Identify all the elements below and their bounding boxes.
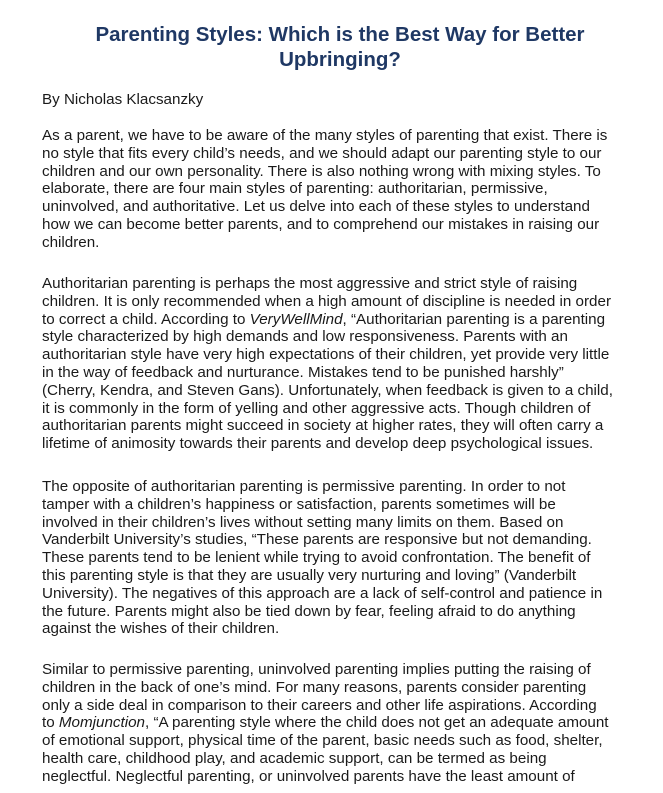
text-line — [42, 311, 613, 329]
text-line: Similar to permissive parenting, uninvolved parenting implies putting the raising of — [42, 661, 591, 678]
text-line: it is commonly in the form of yelling and other aggressive acts. Though children of — [42, 399, 591, 417]
text-line: children and our own personality. There is also nothing wrong with mixing styles. To — [42, 162, 601, 180]
text-line: children. It is only recommended when a high amount of discipline is needed in order — [42, 292, 612, 310]
author-byline: By Nicholas Klacsanzky — [42, 91, 204, 108]
text-segment: , “A parenting style where the child does not get an adequate amount — [145, 714, 609, 732]
text-line: lifetime of animosity towards their parents and develop deep psychological issues. — [42, 435, 594, 453]
text-line: elaborate, there are four main styles of parenting: authoritarian, permissive, — [42, 180, 548, 198]
text-line — [42, 714, 609, 732]
text-segment: to correct a child. According to — [42, 310, 250, 328]
text-line: children in the back of one’s mind. For many reasons, parents consider parenting — [42, 678, 587, 696]
text-line: Vanderbilt University’s studies, “These parents are responsive but not demanding. — [42, 531, 592, 549]
text-line: in the way of feedback and nurturance. Mistakes tend to be punished harshly” — [42, 363, 564, 381]
paragraph-permissive — [42, 478, 602, 638]
text-line: The opposite of authoritarian parenting is permissive parenting. In order to not — [42, 478, 566, 495]
text-line: how we can become better parents, and to comprehend our mistakes in raising our — [42, 215, 600, 233]
paragraph-intro — [42, 127, 607, 252]
text-line: University). The negatives of this approach are a lack of self-control and patience in — [42, 584, 603, 602]
text-line: These parents tend to be lenient while trying to avoid confrontation. The benefit of — [42, 549, 591, 567]
text-line: style characterized by high demands and low responsiveness. Parents with an — [42, 328, 568, 346]
text-line: authoritarian parents might succeed in society at higher rates, they will often carry a — [42, 417, 604, 435]
text-line: only a side deal in comparison to their careers and other life aspirations. According — [42, 696, 597, 714]
text-line: tamper with a children’s happiness or satisfaction, parents sometimes will be — [42, 495, 556, 513]
text-line: no style that fits every child’s needs, and we should adapt our parenting style to our — [42, 144, 602, 162]
text-segment: , “Authoritarian parenting is a parenting — [342, 310, 606, 328]
document-title — [40, 22, 640, 72]
text-line: the future. Parents might also be tied down by fear, feeling afraid to do anything — [42, 602, 576, 620]
text-line: authoritarian style have very high expectations of their children, yet provide very little — [42, 346, 610, 364]
text-line: against the wishes of their children. — [42, 620, 280, 638]
text-line: health care, childhood play, and academic support, can be termed as being — [42, 749, 547, 767]
paragraph-authoritarian — [42, 275, 613, 453]
text-segment: to — [42, 714, 59, 732]
source-name-verywellmind: VeryWellMind — [249, 310, 343, 328]
source-name-momjunction: Momjunction — [58, 714, 145, 732]
text-line: uninvolved, and authoritative. Let us delve into each of these styles to understand — [42, 198, 590, 216]
text-line: (Cherry, Kendra, and Steven Gans). Unfortunately, when feedback is given to a child, — [42, 381, 613, 399]
text-line: involved in their children’s lives without setting many limits on them. Based on — [42, 513, 564, 531]
text-line: children. — [42, 233, 100, 251]
text-line: of emotional support, physical time of the parent, basic needs such as food, shelter, — [42, 732, 603, 750]
title-line: Parenting Styles: Which is the Best Way for Better — [95, 23, 585, 46]
text-line: As a parent, we have to be aware of the many styles of parenting that exist. There is — [42, 127, 608, 144]
text-line: Authoritarian parenting is perhaps the most aggressive and strict style of raising — [42, 275, 578, 292]
title-line: Upbringing? — [279, 48, 401, 71]
paragraph-uninvolved — [42, 661, 609, 786]
text-line: neglectful. Neglectful parenting, or uninvolved parents have the least amount of — [42, 767, 575, 785]
text-line: this parenting style is that they are usually very nurturing and loving” (Vanderbilt — [42, 566, 577, 584]
